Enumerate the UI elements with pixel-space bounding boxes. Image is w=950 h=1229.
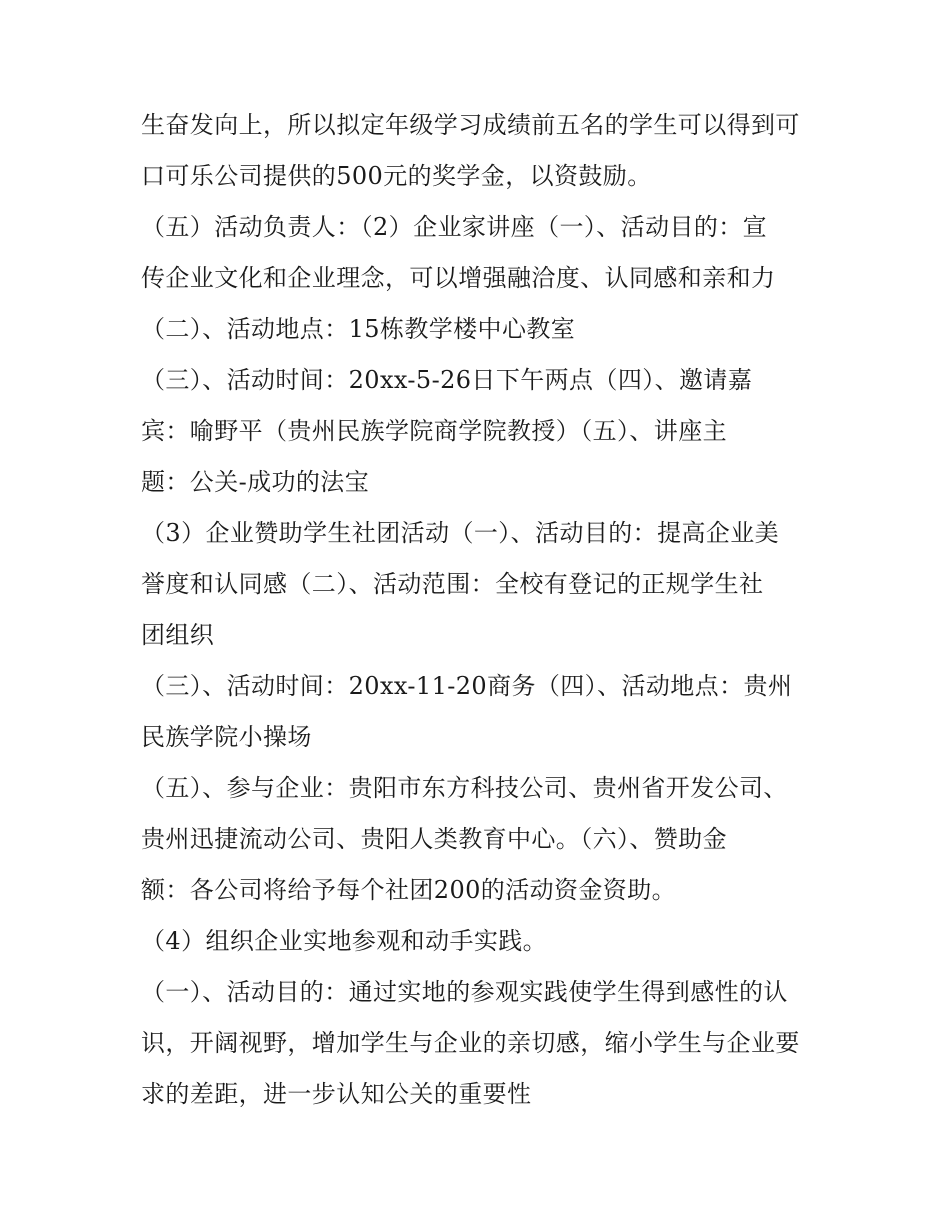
text-line: 额：各公司将给予每个社团200的活动资金资助。 xyxy=(141,876,677,904)
text-line: 传企业文化和企业理念，可以增强融洽度、认同感和亲和力 xyxy=(141,264,776,292)
text-line: 贵州迅捷流动公司、贵阳人类教育中心。（六）、赞助金 xyxy=(141,825,727,853)
text-line: （4）组织企业实地参观和动手实践。 xyxy=(141,927,548,955)
text-line: 识，开阔视野，增加学生与企业的亲切感，缩小学生与企业要 xyxy=(141,1029,800,1057)
text-line: （五）活动负责人：（2）企业家讲座（一）、活动目的：宣 xyxy=(141,213,768,241)
text-line: （一）、活动目的：通过实地的参观实践使学生得到感性的认 xyxy=(141,978,788,1006)
text-line: 团组织 xyxy=(141,621,215,649)
text-line: 生奋发向上，所以拟定年级学习成绩前五名的学生可以得到可 xyxy=(141,111,800,139)
text-line: （五）、参与企业：贵阳市东方科技公司、贵州省开发公司、 xyxy=(141,774,788,802)
text-line: 宾：喻野平（贵州民族学院商学院教授）（五）、讲座主 xyxy=(141,417,727,445)
text-line: 民族学院小操场 xyxy=(141,723,312,751)
text-line: （三）、活动时间：20xx-5-26日下午两点（四）、邀请嘉 xyxy=(141,366,753,394)
text-line: （3）企业赞助学生社团活动（一）、活动目的：提高企业美 xyxy=(141,519,780,547)
text-line: 求的差距，进一步认知公关的重要性 xyxy=(141,1080,532,1108)
text-line: 口可乐公司提供的500元的奖学金，以资鼓励。 xyxy=(141,162,652,190)
text-line: （三）、活动时间：20xx-11-20商务（四）、活动地点：贵州 xyxy=(141,672,793,700)
text-line: （二）、活动地点：15栋教学楼中心教室 xyxy=(141,315,576,343)
text-line: 誉度和认同感（二）、活动范围：全校有登记的正规学生社 xyxy=(141,570,764,598)
document-body xyxy=(141,100,821,1120)
text-line: 题：公关-成功的法宝 xyxy=(141,468,370,496)
